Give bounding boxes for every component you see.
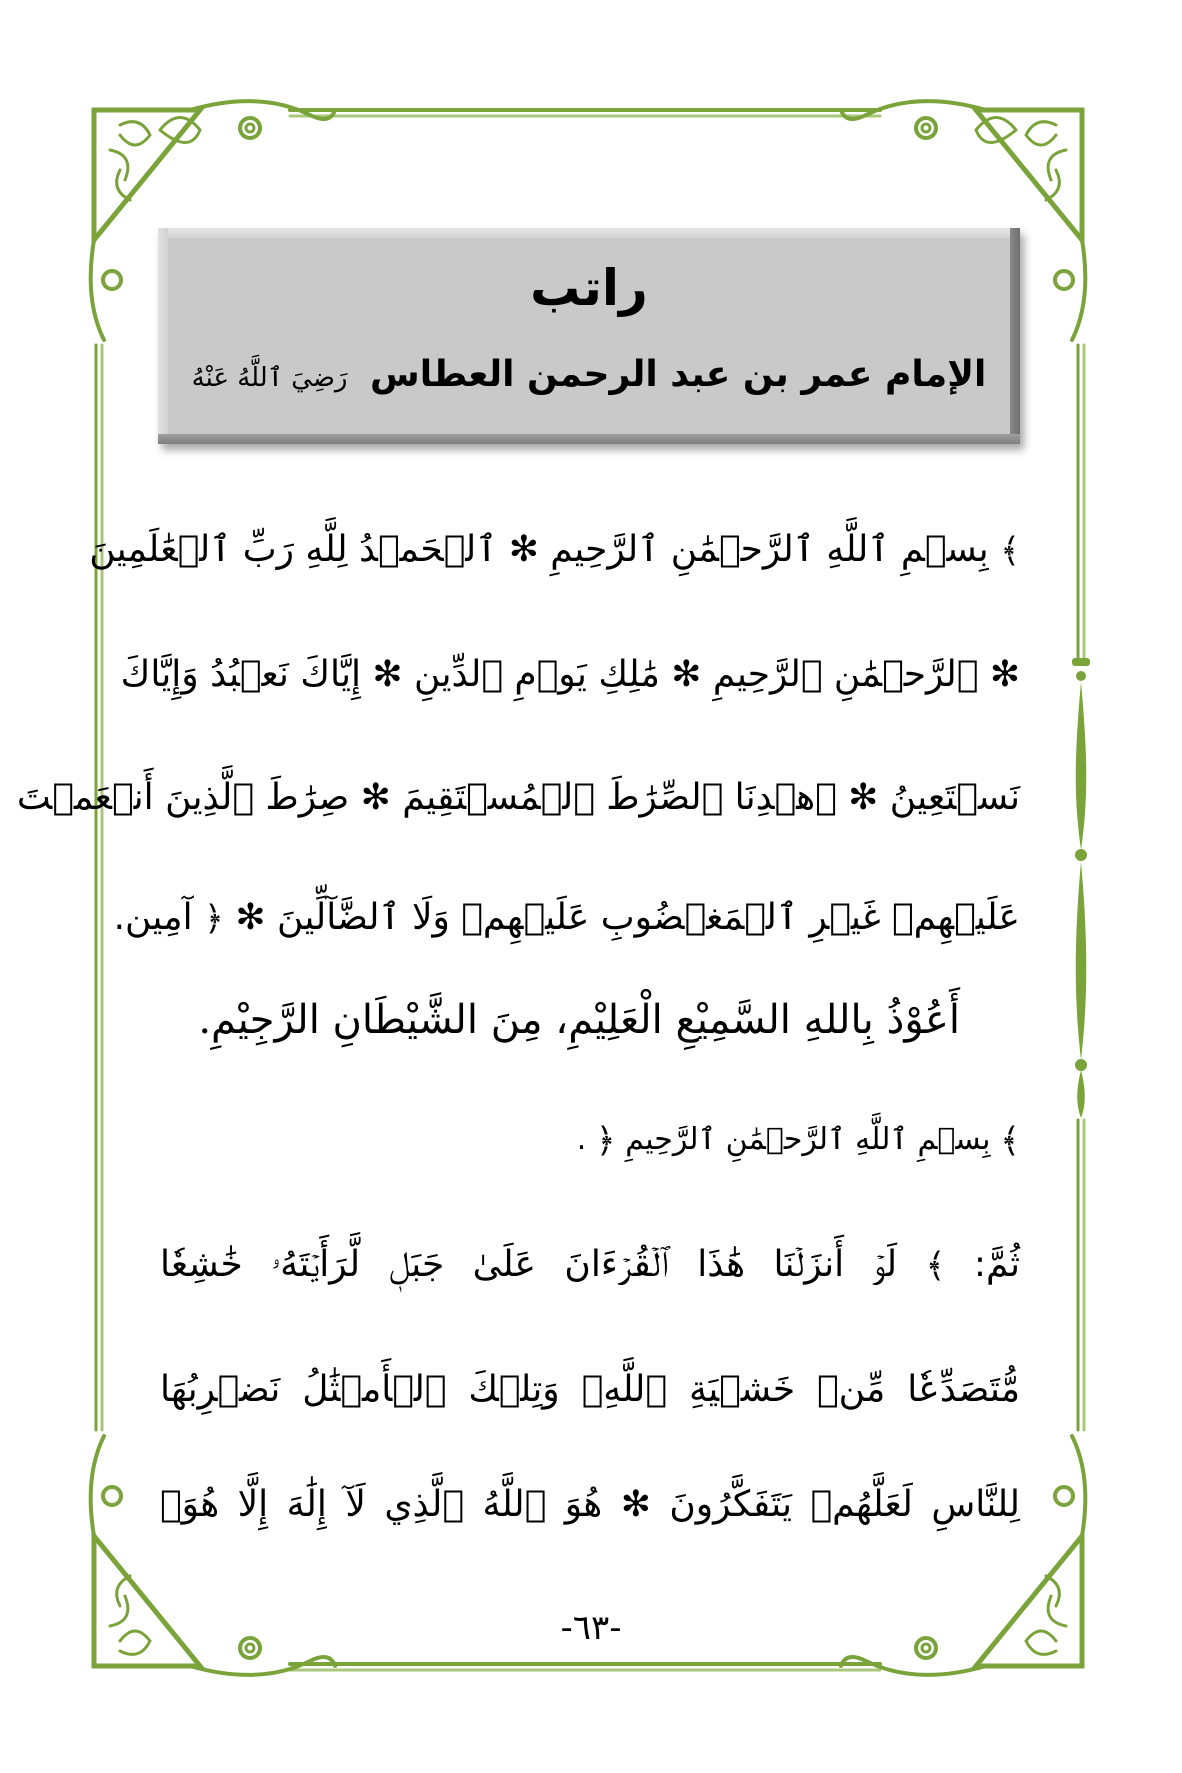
- honorific: رَضِيَ ٱللَّهُ عَنْهُ: [191, 363, 348, 393]
- bevel-edge: [158, 228, 1020, 238]
- quran-ornament-open-icon: ﴾: [1000, 1120, 1020, 1161]
- text-line-fatiha-4: [113, 888, 1020, 949]
- page-number: -٦٣-: [560, 1608, 622, 1648]
- page-subtitle: [158, 350, 1020, 403]
- author-name: الإمام عمر بن عبد الرحمن العطاس: [370, 354, 987, 395]
- text-line-hashr-1: [160, 1235, 1020, 1296]
- amin-text: آمِين.: [113, 897, 193, 938]
- text-line-hashr-2: [160, 1360, 1020, 1420]
- bevel-edge: [158, 434, 1020, 444]
- title-box: [158, 228, 1020, 444]
- verse-text: بِسۡمِ ٱللَّهِ ٱلرَّحۡمَٰنِ ٱلرَّحِيمِ ✻ ٱلۡحَمۡدُ لِلَّهِ رَبِّ ٱلۡعَٰلَمِينَ: [89, 529, 989, 570]
- verse-text: نَسۡتَعِينُ ✻ ٱهۡدِنَا ٱلصِّرَٰطَ ٱلۡمُسۡتَقِيمَ ✻ صِرَٰطَ ٱلَّذِينَ أَنۡعَمۡتَ: [16, 777, 1020, 818]
- period: .: [576, 1122, 587, 1157]
- quran-ornament-open-icon: ﴾: [925, 1246, 946, 1286]
- intro-text: ثُمَّ:: [973, 1244, 1020, 1285]
- text-line-hashr-3: [160, 1475, 1020, 1535]
- verse-text: ✻ ٱلرَّحۡمَٰنِ ٱلرَّحِيمِ ✻ مَٰلِكِ يَوۡمِ ٱلدِّينِ ✻ إِيَّاكَ نَعۡبُدُ وَإِيَّاكَ: [120, 654, 1020, 695]
- text-line-basmala: [160, 1110, 1020, 1171]
- verse-text: عَلَيۡهِمۡ غَيۡرِ ٱلۡمَغۡضُوبِ عَلَيۡهِمۡ وَلَا ٱلضَّآلِّينَ ✻: [235, 897, 1020, 938]
- text-line-fatiha-3: [16, 768, 1020, 828]
- verse-text: لَوۡ أَنزَلۡنَا هَٰذَا ٱلۡقُرۡءَانَ عَلَىٰ جَبَلٖ لَّرَأَيۡتَهُۥ خَٰشِعٗا: [160, 1244, 898, 1285]
- quran-ornament-close-icon: ﴿: [204, 899, 224, 939]
- verse-text: مُّتَصَدِّعٗا مِّنۡ خَشۡيَةِ ٱللَّهِۚ وَتِلۡكَ ٱلۡأَمۡثَٰلُ نَضۡرِبُهَا: [160, 1369, 1020, 1410]
- text-line-fatiha-2: [120, 645, 1020, 705]
- quran-ornament-close-icon: ﴿: [595, 1120, 616, 1161]
- text-line-istiadha: [160, 990, 1020, 1050]
- basmala-text: بِسۡمِ ٱللَّهِ ٱلرَّحۡمَٰنِ ٱلرَّحِيمِ: [625, 1122, 991, 1157]
- verse-text: لِلنَّاسِ لَعَلَّهُمۡ يَتَفَكَّرُونَ ✻ هُوَ ٱللَّهُ ٱلَّذِي لَآ إِلَٰهَ إِلَّا هُوَۖ: [160, 1484, 1020, 1525]
- istiadha-text: أَعُوْذُ بِاللهِ السَّمِيْعِ الْعَلِيْمِ، مِنَ الشَّيْطَانِ الرَّجِيْمِ.: [198, 997, 960, 1043]
- text-line-fatiha-1: [89, 520, 1020, 581]
- page-title: راتب: [530, 259, 648, 317]
- quran-ornament-open-icon: ﴾: [1000, 531, 1020, 571]
